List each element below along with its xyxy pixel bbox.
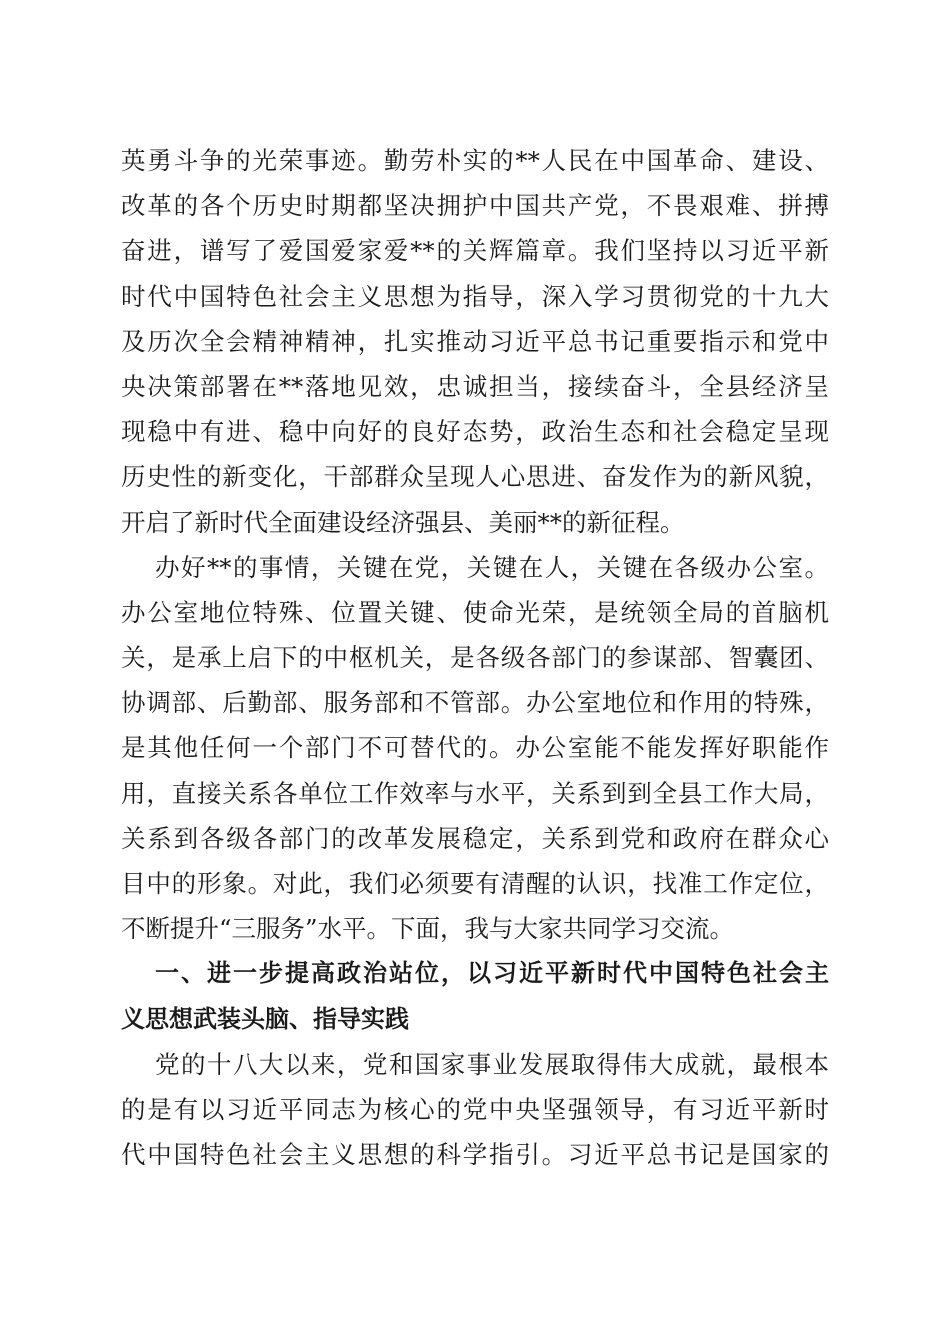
text-line: 开启了新时代全面建设经济强县、美丽**的新征程。	[121, 507, 685, 537]
text-line: 关系到各级各部门的改革发展稳定，关系到党和政府在群众心	[121, 823, 829, 853]
text-line: 用，直接关系各单位工作效率与水平，关系到到全县工作大局，	[121, 778, 829, 808]
text-line: 办好**的事情，关键在党，关键在人，关键在各级办公室。	[155, 552, 829, 582]
document-body	[121, 138, 829, 1177]
text-line: 时代中国特色社会主义思想为指导，深入学习贯彻党的十九大	[121, 281, 829, 311]
paragraph-1	[121, 138, 829, 545]
section-heading-1	[121, 951, 829, 1041]
heading-line: 一、进一步提高政治站位，以习近平新时代中国特色社会主	[155, 959, 829, 988]
text-line: 央决策部署在**落地见效，忠诚担当，接续奋斗，全县经济呈	[121, 371, 829, 401]
text-line: 英勇斗争的光荣事迹。勤劳朴实的**人民在中国革命、建设、	[121, 146, 829, 175]
text-line: 及历次全会精神精神，扎实推动习近平总书记重要指示和党中	[121, 326, 829, 356]
heading-line: 义思想武装头脑、指导实践	[121, 1004, 409, 1033]
text-line: 现稳中有进、稳中向好的良好态势，政治生态和社会稳定呈现	[121, 417, 829, 447]
text-line: 是其他任何一个部门不可替代的。办公室能不能发挥好职能作	[121, 733, 829, 763]
text-line: 不断提升“三服务”水平。下面，我与大家共同学习交流。	[121, 914, 735, 944]
text-line: 协调部、后勤部、服务部和不管部。办公室地位和作用的特殊，	[121, 688, 829, 718]
paragraph-3	[121, 1042, 829, 1178]
text-line: 代中国特色社会主义思想的科学指引。习近平总书记是国家的	[121, 1140, 829, 1170]
text-line: 关，是承上启下的中枢机关，是各级各部门的参谋部、智囊团、	[121, 643, 829, 673]
text-line: 党的十八大以来，党和国家事业发展取得伟大成就，最根本	[155, 1049, 829, 1079]
text-line: 改革的各个历史时期都坚决拥护中国共产党，不畏艰难、拼搏	[121, 191, 829, 221]
text-line: 奋进，谱写了爱国爱家爱**的关辉篇章。我们坚持以习近平新	[121, 236, 829, 266]
text-line: 办公室地位特殊、位置关键、使命光荣，是统领全局的首脑机	[121, 597, 829, 627]
text-line: 的是有以习近平同志为核心的党中央坚强领导，有习近平新时	[121, 1094, 829, 1124]
paragraph-2	[121, 545, 829, 952]
text-line: 历史性的新变化，干部群众呈现人心思进、奋发作为的新风貌，	[121, 462, 829, 492]
text-line: 目中的形象。对此，我们必须要有清醒的认识，找准工作定位，	[121, 869, 829, 898]
